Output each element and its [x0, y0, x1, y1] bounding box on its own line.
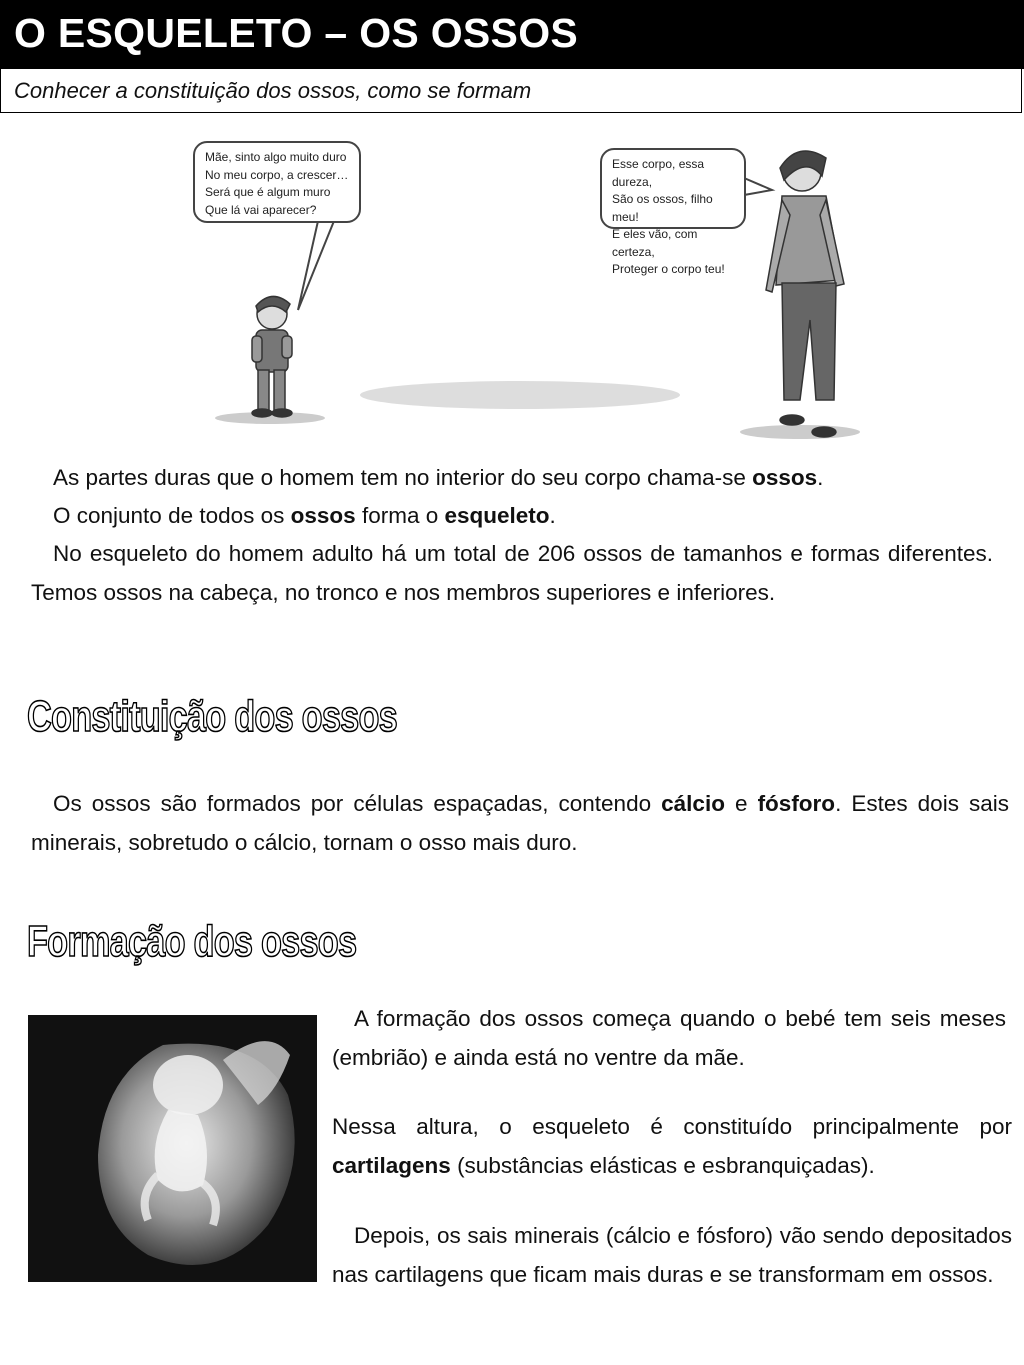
mother-speech-bubble: Esse corpo, essa dureza, São os ossos, filho meu! E eles vão, com certeza, Proteger o corpo teu!: [600, 148, 746, 229]
embryo-photo: [28, 1015, 317, 1282]
mother-figure: [766, 151, 844, 437]
intro-paragraph-2: O conjunto de todos os ossos forma o esqueleto.: [53, 503, 556, 528]
formacao-paragraph-2: Nessa altura, o esqueleto é constituído principalmente por cartilagens (substâncias elásticas e esbranquiçadas).: [332, 1114, 1012, 1178]
formacao-heading: Formação dos ossos: [27, 917, 357, 966]
subtitle-box: [0, 69, 1022, 113]
formacao-paragraph-1: A formação dos ossos começa quando o bebé tem seis meses (embrião) e ainda está no ventre da mãe.: [332, 1006, 1006, 1070]
page-subtitle: Conhecer a constituição dos ossos, como se formam: [14, 78, 532, 103]
intro-paragraph-1: As partes duras que o homem tem no interior do seu corpo chama-se ossos.: [53, 465, 824, 490]
child-figure: [252, 296, 292, 417]
constituicao-paragraph: Os ossos são formados por células espaçadas, contendo cálcio e fósforo. Estes dois sais minerais, sobretudo o cálcio, tornam o osso mais duro.: [31, 791, 1009, 855]
title-bar: [0, 0, 1024, 69]
formacao-paragraph-3: Depois, os sais minerais (cálcio e fósforo) vão sendo depositados nas cartilagens que ficam mais duras e se transformam em ossos.: [332, 1223, 1012, 1287]
constituicao-heading: Constituição dos ossos: [27, 692, 397, 741]
child-speech-bubble: Mãe, sinto algo muito duro No meu corpo, a crescer… Será que é algum muro Que lá vai aparecer?: [193, 141, 361, 223]
page-title: O ESQUELETO – OS OSSOS: [14, 10, 579, 56]
intro-paragraph-3: No esqueleto do homem adulto há um total de 206 ossos de tamanhos e formas diferentes. Temos ossos na cabeça, no tronco e nos membros superiores e inferiores.: [31, 541, 993, 605]
